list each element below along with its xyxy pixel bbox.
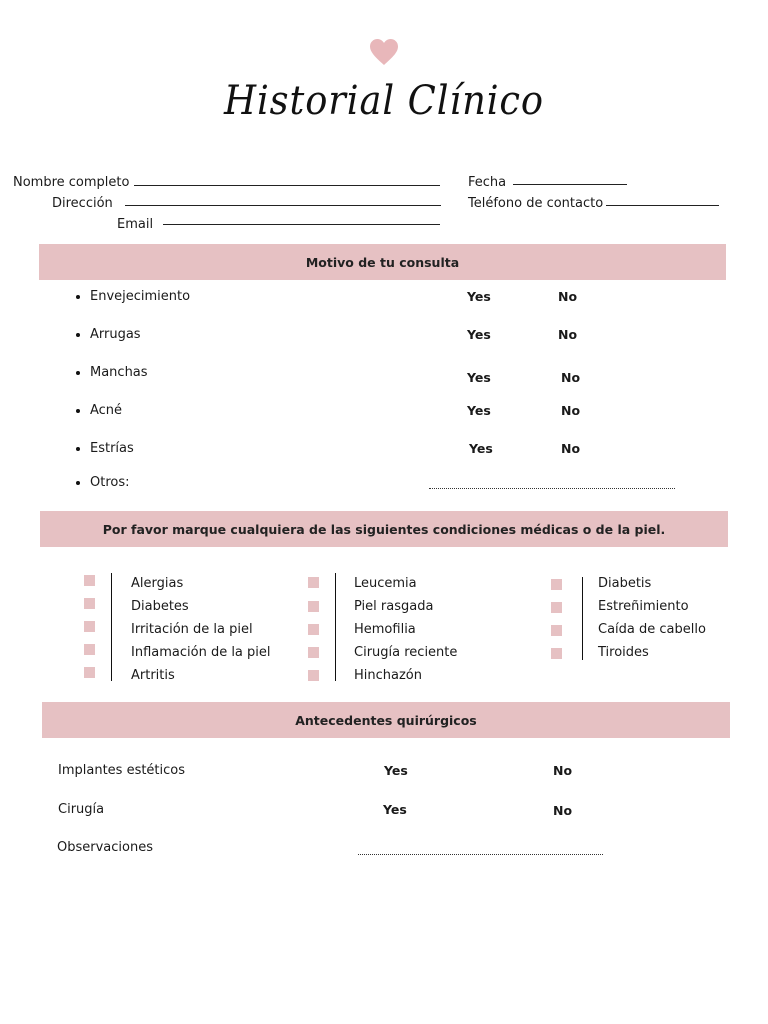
column-divider xyxy=(111,573,112,681)
no-option[interactable]: No xyxy=(561,441,581,456)
condition-checkbox[interactable] xyxy=(84,667,95,678)
direccion-label: Dirección xyxy=(52,196,113,211)
antecedentes-heading: Antecedentes quirúrgicos xyxy=(42,702,730,738)
page-title: Historial Clínico xyxy=(223,78,545,124)
condition-label: Estreñimiento xyxy=(598,599,689,614)
motivo-item-label: Arrugas xyxy=(90,327,141,342)
condition-checkbox[interactable] xyxy=(308,647,319,658)
fecha-field[interactable] xyxy=(513,184,627,185)
bullet xyxy=(76,371,80,375)
condition-checkbox[interactable] xyxy=(84,621,95,632)
condition-checkbox[interactable] xyxy=(551,648,562,659)
bullet xyxy=(76,447,80,451)
condition-checkbox[interactable] xyxy=(308,577,319,588)
condition-checkbox[interactable] xyxy=(551,602,562,613)
no-option[interactable]: No xyxy=(553,763,573,778)
direccion-field[interactable] xyxy=(125,205,441,206)
observaciones-label: Observaciones xyxy=(57,840,153,855)
telefono-label: Teléfono de contacto xyxy=(468,196,604,211)
antecedente-label: Implantes estéticos xyxy=(58,763,186,778)
otros-label: Otros: xyxy=(90,475,130,490)
heart-icon xyxy=(369,38,399,66)
condition-label: Inflamación de la piel xyxy=(131,645,271,660)
condition-checkbox[interactable] xyxy=(84,598,95,609)
condition-checkbox[interactable] xyxy=(308,624,319,635)
motivo-heading: Motivo de tu consulta xyxy=(39,244,726,280)
condition-label: Artritis xyxy=(131,668,175,683)
condiciones-heading: Por favor marque cualquiera de las siguientes condiciones médicas o de la piel. xyxy=(40,511,728,547)
column-divider xyxy=(582,577,583,660)
motivo-item-label: Envejecimiento xyxy=(90,289,191,304)
condition-label: Caída de cabello xyxy=(598,622,706,637)
antecedente-label: Cirugía xyxy=(58,802,105,817)
no-option[interactable]: No xyxy=(558,327,578,342)
column-divider xyxy=(335,573,336,681)
condition-label: Diabetes xyxy=(131,599,189,614)
condition-label: Diabetis xyxy=(598,576,652,591)
bullet xyxy=(76,481,80,485)
condition-label: Tiroides xyxy=(598,645,649,660)
condition-label: Hemofilia xyxy=(354,622,416,637)
no-option[interactable]: No xyxy=(561,370,581,385)
motivo-item-label: Manchas xyxy=(90,365,148,380)
condition-checkbox[interactable] xyxy=(84,644,95,655)
condition-label: Piel rasgada xyxy=(354,599,434,614)
yes-option[interactable]: Yes xyxy=(467,403,491,418)
no-option[interactable]: No xyxy=(561,403,581,418)
email-label: Email xyxy=(117,217,154,232)
condition-checkbox[interactable] xyxy=(551,579,562,590)
condition-label: Alergias xyxy=(131,576,184,591)
condition-label: Hinchazón xyxy=(354,668,422,683)
condition-checkbox[interactable] xyxy=(308,601,319,612)
yes-option[interactable]: Yes xyxy=(467,289,491,304)
yes-option[interactable]: Yes xyxy=(383,802,407,817)
otros-field[interactable] xyxy=(429,488,675,489)
bullet xyxy=(76,295,80,299)
yes-option[interactable]: Yes xyxy=(469,441,493,456)
bullet xyxy=(76,409,80,413)
nombre-field[interactable] xyxy=(134,185,440,186)
telefono-field[interactable] xyxy=(606,205,719,206)
motivo-item-label: Estrías xyxy=(90,441,134,456)
no-option[interactable]: No xyxy=(553,803,573,818)
observaciones-field[interactable] xyxy=(358,854,603,855)
yes-option[interactable]: Yes xyxy=(384,763,408,778)
yes-option[interactable]: Yes xyxy=(467,327,491,342)
yes-option[interactable]: Yes xyxy=(467,370,491,385)
condition-checkbox[interactable] xyxy=(551,625,562,636)
fecha-label: Fecha xyxy=(468,175,507,190)
condition-checkbox[interactable] xyxy=(84,575,95,586)
email-field[interactable] xyxy=(163,224,440,225)
condition-label: Leucemia xyxy=(354,576,417,591)
condition-label: Irritación de la piel xyxy=(131,622,253,637)
condition-checkbox[interactable] xyxy=(308,670,319,681)
no-option[interactable]: No xyxy=(558,289,578,304)
bullet xyxy=(76,333,80,337)
condition-label: Cirugía reciente xyxy=(354,645,458,660)
nombre-label: Nombre completo xyxy=(13,175,130,190)
motivo-item-label: Acné xyxy=(90,403,123,418)
